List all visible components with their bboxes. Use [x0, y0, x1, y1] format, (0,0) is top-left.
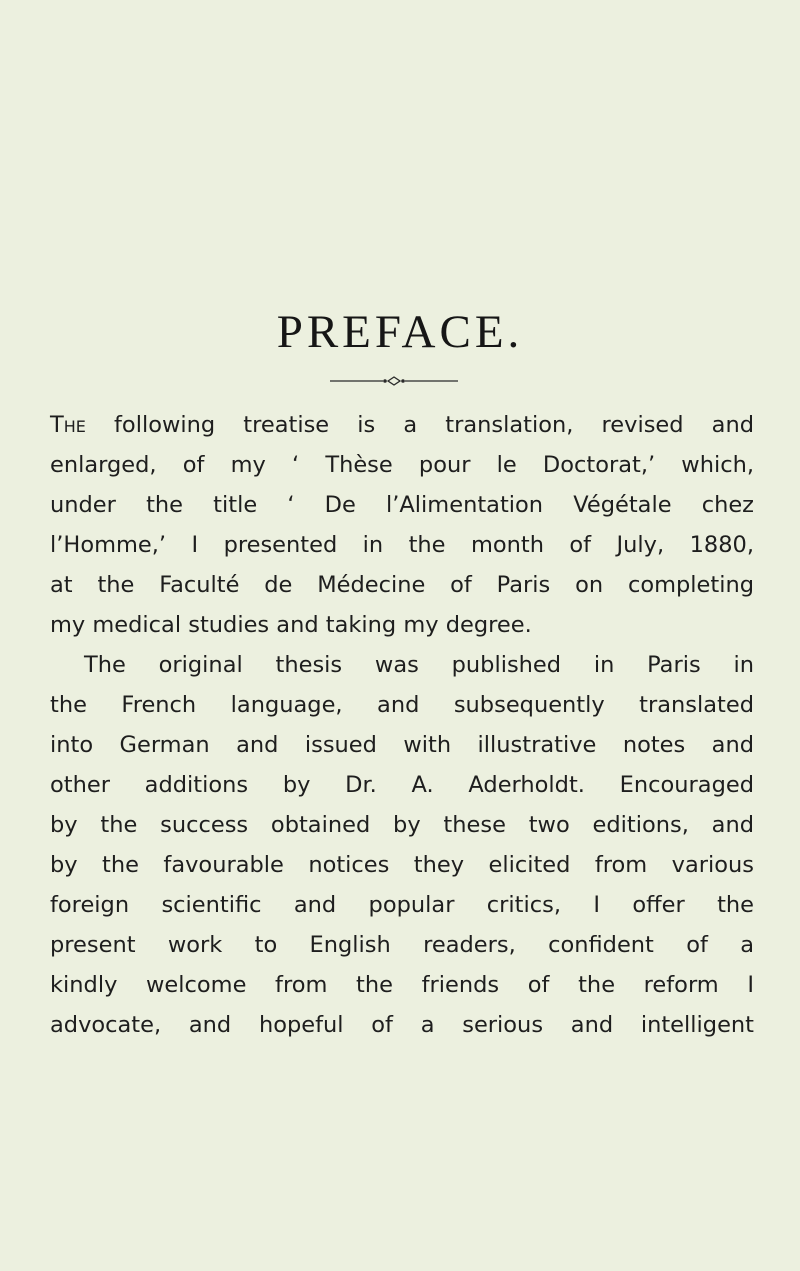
paragraph-2-line-5: by the success obtained by these two editions, and	[50, 812, 754, 838]
paragraph-2-line-1: The original thesis was published in Paris in	[84, 652, 754, 678]
preface-body	[50, 405, 754, 1045]
paragraph-1-line-2: enlarged, of my ‘ Thèse pour le Doctorat,’ which,	[50, 452, 754, 478]
paragraph-2-line-6: by the favourable notices they elicited from various	[50, 852, 754, 878]
paragraph-2-line-7: foreign scientific and popular critics, I offer the	[50, 892, 754, 918]
paragraph-2-line-3: into German and issued with illustrative notes and	[50, 732, 754, 758]
paragraph-2-line-2: the French language, and subsequently translated	[50, 692, 754, 718]
paragraph-2-line-4: other additions by Dr. A. Aderholdt. Encouraged	[50, 772, 754, 798]
paragraph-1-line-5: at the Faculté de Médecine of Paris on completing	[50, 572, 754, 598]
paragraph-1-line-6: my medical studies and taking my degree.	[50, 612, 532, 638]
page-title: PREFACE.	[276, 306, 524, 358]
paragraph-1-line-3: under the title ‘ De l’Alimentation Végétale chez	[50, 492, 754, 518]
paragraph-1-line-1: The following treatise is a translation, revised and	[50, 412, 754, 438]
paragraph-2-line-10: advocate, and hopeful of a serious and intelligent	[50, 1012, 754, 1038]
paragraph-1-line-4: l’Homme,’ I presented in the month of July, 1880,	[50, 532, 754, 558]
paragraph-2-line-9: kindly welcome from the friends of the reform I	[50, 972, 754, 998]
paragraph-lead-word: The	[50, 412, 86, 438]
ornament-divider	[330, 374, 470, 388]
paragraph-2-line-8: present work to English readers, confident of a	[50, 932, 754, 958]
